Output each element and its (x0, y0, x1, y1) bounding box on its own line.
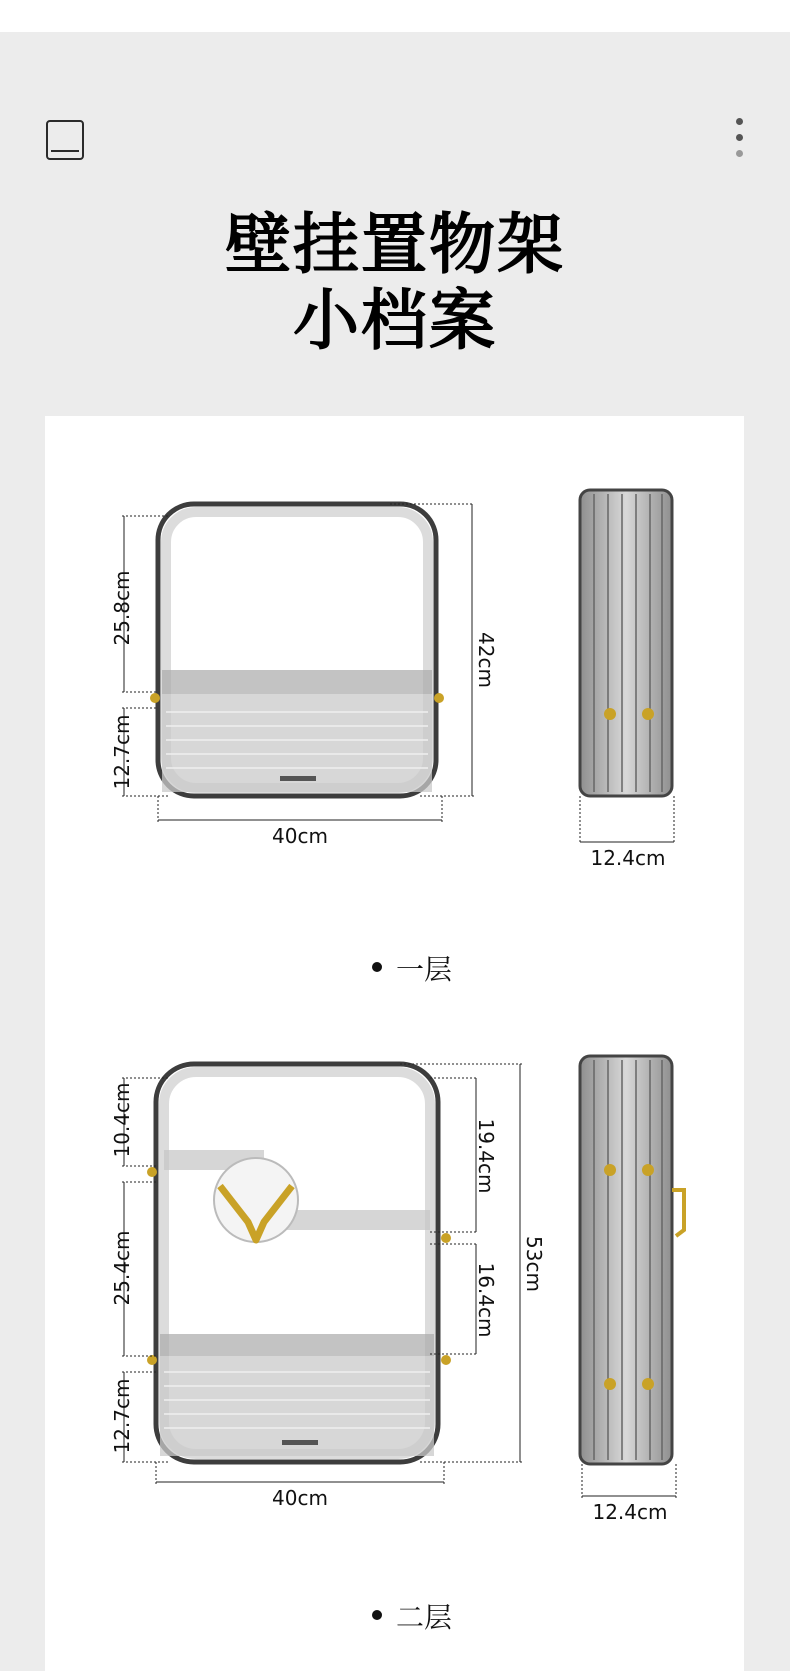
dim-double-depth: 12.4cm (592, 1500, 668, 1524)
dim-single-lower: 12.7cm (110, 714, 134, 790)
bullet-single (372, 962, 382, 972)
double-front-frame (147, 1064, 451, 1462)
page-title-line1: 壁挂置物架 (225, 206, 565, 283)
dim-double-upper-right: 19.4cm (474, 1118, 498, 1194)
dim-double-width: 40cm (272, 1486, 328, 1510)
dim-single-upper: 25.8cm (110, 570, 134, 646)
label-single-tier: 一层 (396, 953, 453, 986)
double-side-profile (580, 1056, 684, 1464)
bracket-detail-inset (214, 1158, 298, 1242)
dim-single-height: 42cm (474, 632, 498, 688)
dim-double-top: 10.4cm (110, 1082, 134, 1158)
dim-double-lower: 12.7cm (110, 1378, 134, 1454)
dim-double-height: 53cm (522, 1236, 546, 1292)
single-front-frame (150, 504, 444, 796)
dim-single-depth: 12.4cm (590, 846, 666, 870)
page-title-line2: 小档案 (293, 282, 497, 359)
dim-double-middle: 25.4cm (110, 1230, 134, 1306)
dim-double-lower-right: 16.4cm (474, 1262, 498, 1338)
label-double-tier: 二层 (396, 1601, 453, 1634)
bullet-double (372, 1610, 382, 1620)
single-side-profile (580, 490, 672, 796)
dim-single-width: 40cm (272, 824, 328, 848)
